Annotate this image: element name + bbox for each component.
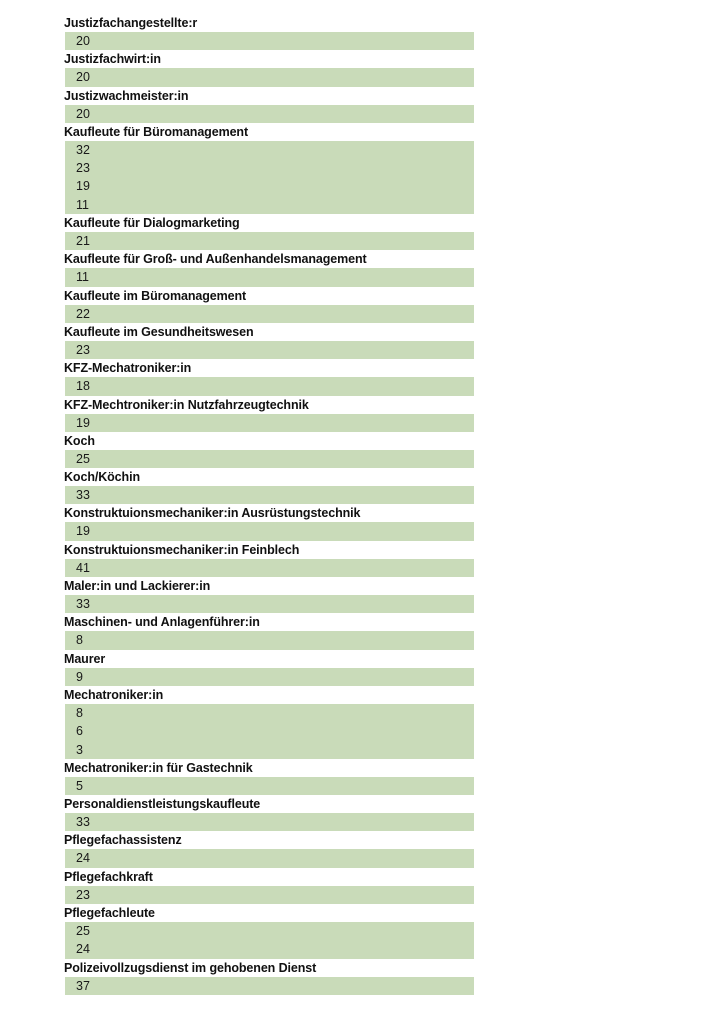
value-cell: 19 bbox=[76, 415, 90, 430]
value-cell: 8 bbox=[76, 705, 83, 720]
occupation-title: Konstruktuionsmechaniker:in Ausrüstungstechnik bbox=[64, 506, 361, 521]
value-cell: 20 bbox=[76, 70, 90, 85]
occupation-title: Pflegefachleute bbox=[64, 906, 155, 921]
occupation-group bbox=[64, 323, 474, 359]
occupation-title: Justizfachwirt:in bbox=[64, 52, 161, 67]
value-block bbox=[65, 232, 474, 250]
value-block bbox=[65, 777, 474, 795]
occupation-group bbox=[64, 759, 474, 795]
occupation-group bbox=[64, 468, 474, 504]
occupation-title: Koch bbox=[64, 433, 95, 448]
occupation-title: Kaufleute für Dialogmarketing bbox=[64, 216, 240, 231]
value-cell: 5 bbox=[76, 778, 83, 793]
value-cell: 24 bbox=[76, 942, 90, 957]
occupation-title: Maurer bbox=[64, 651, 106, 666]
occupation-list bbox=[64, 14, 474, 995]
occupation-group bbox=[64, 359, 474, 395]
occupation-group bbox=[64, 686, 474, 759]
value-cell: 20 bbox=[76, 106, 90, 121]
value-block bbox=[65, 68, 474, 86]
value-block bbox=[65, 704, 474, 759]
value-cell: 33 bbox=[76, 488, 90, 503]
occupation-group bbox=[64, 14, 474, 50]
occupation-group bbox=[64, 613, 474, 649]
occupation-group bbox=[64, 504, 474, 540]
occupation-group bbox=[64, 123, 474, 214]
occupation-title: Personaldienstleistungskaufleute bbox=[64, 797, 261, 812]
value-block bbox=[65, 305, 474, 323]
occupation-title: Maler:in und Lackierer:in bbox=[64, 579, 211, 594]
occupation-title: Kaufleute für Büromanagement bbox=[64, 124, 249, 139]
occupation-title: Koch/Köchin bbox=[64, 470, 140, 485]
occupation-group bbox=[64, 432, 474, 468]
value-cell: 32 bbox=[76, 142, 90, 157]
value-cell: 23 bbox=[76, 342, 90, 357]
occupation-group bbox=[64, 50, 474, 86]
value-block bbox=[65, 522, 474, 540]
value-cell: 41 bbox=[76, 560, 90, 575]
value-cell: 23 bbox=[76, 887, 90, 902]
value-cell: 9 bbox=[76, 669, 83, 684]
value-cell: 22 bbox=[76, 306, 90, 321]
occupation-group bbox=[64, 959, 474, 995]
occupation-title: Kaufleute für Groß- und Außenhandelsmanagement bbox=[64, 252, 367, 267]
value-block bbox=[65, 595, 474, 613]
value-block bbox=[65, 631, 474, 649]
occupation-title: Pflegefachassistenz bbox=[64, 833, 182, 848]
value-cell: 21 bbox=[76, 234, 90, 249]
value-cell: 24 bbox=[76, 851, 90, 866]
value-block bbox=[65, 922, 474, 959]
occupation-title: KFZ-Mechtroniker:in Nutzfahrzeugtechnik bbox=[64, 397, 309, 412]
occupation-title: Mechatroniker:in bbox=[64, 687, 164, 702]
value-cell: 8 bbox=[76, 633, 83, 648]
value-cell: 37 bbox=[76, 978, 90, 993]
value-block bbox=[65, 414, 474, 432]
value-block bbox=[65, 377, 474, 395]
value-block bbox=[65, 559, 474, 577]
value-cell: 19 bbox=[76, 179, 90, 194]
value-block bbox=[65, 268, 474, 286]
value-block bbox=[65, 105, 474, 123]
value-block bbox=[65, 450, 474, 468]
occupation-title: Polizeivollzugsdienst im gehobenen Dienst bbox=[64, 960, 317, 975]
occupation-group bbox=[64, 287, 474, 323]
occupation-group bbox=[64, 868, 474, 904]
occupation-title: Kaufleute im Gesundheitswesen bbox=[64, 324, 254, 339]
occupation-group bbox=[64, 214, 474, 250]
occupation-group bbox=[64, 87, 474, 123]
value-cell: 33 bbox=[76, 597, 90, 612]
value-cell: 23 bbox=[76, 161, 90, 176]
occupation-title: Maschinen- und Anlagenführer:in bbox=[64, 615, 260, 630]
value-cell: 20 bbox=[76, 34, 90, 48]
value-cell: 33 bbox=[76, 815, 90, 830]
occupation-title: Konstruktuionsmechaniker:in Feinblech bbox=[64, 542, 300, 557]
occupation-title: Kaufleute im Büromanagement bbox=[64, 288, 247, 303]
occupation-group bbox=[64, 541, 474, 577]
occupation-group bbox=[64, 795, 474, 831]
occupation-group bbox=[64, 650, 474, 686]
value-cell: 11 bbox=[76, 270, 89, 285]
value-block bbox=[65, 341, 474, 359]
value-block bbox=[65, 486, 474, 504]
value-cell: 25 bbox=[76, 924, 90, 939]
value-cell: 25 bbox=[76, 451, 90, 466]
value-cell: 19 bbox=[76, 524, 90, 539]
occupation-title: Justizwachmeister:in bbox=[64, 88, 189, 103]
occupation-group bbox=[64, 396, 474, 432]
occupation-title: Justizfachangestellte:r bbox=[64, 16, 198, 30]
value-block bbox=[65, 813, 474, 831]
occupation-group bbox=[64, 831, 474, 867]
occupation-group bbox=[64, 577, 474, 613]
occupation-title: Pflegefachkraft bbox=[64, 869, 153, 884]
occupation-title: Mechatroniker:in für Gastechnik bbox=[64, 760, 253, 775]
value-block bbox=[65, 141, 474, 214]
value-cell: 11 bbox=[76, 197, 89, 212]
value-cell: 6 bbox=[76, 724, 83, 739]
occupation-group bbox=[64, 250, 474, 286]
occupation-group bbox=[64, 904, 474, 959]
value-block bbox=[65, 849, 474, 867]
value-block bbox=[65, 668, 474, 686]
value-cell: 3 bbox=[76, 742, 83, 757]
value-cell: 18 bbox=[76, 379, 90, 394]
value-block bbox=[65, 886, 474, 904]
occupation-title: KFZ-Mechatroniker:in bbox=[64, 361, 192, 376]
value-block bbox=[65, 977, 474, 995]
value-block bbox=[65, 32, 474, 50]
